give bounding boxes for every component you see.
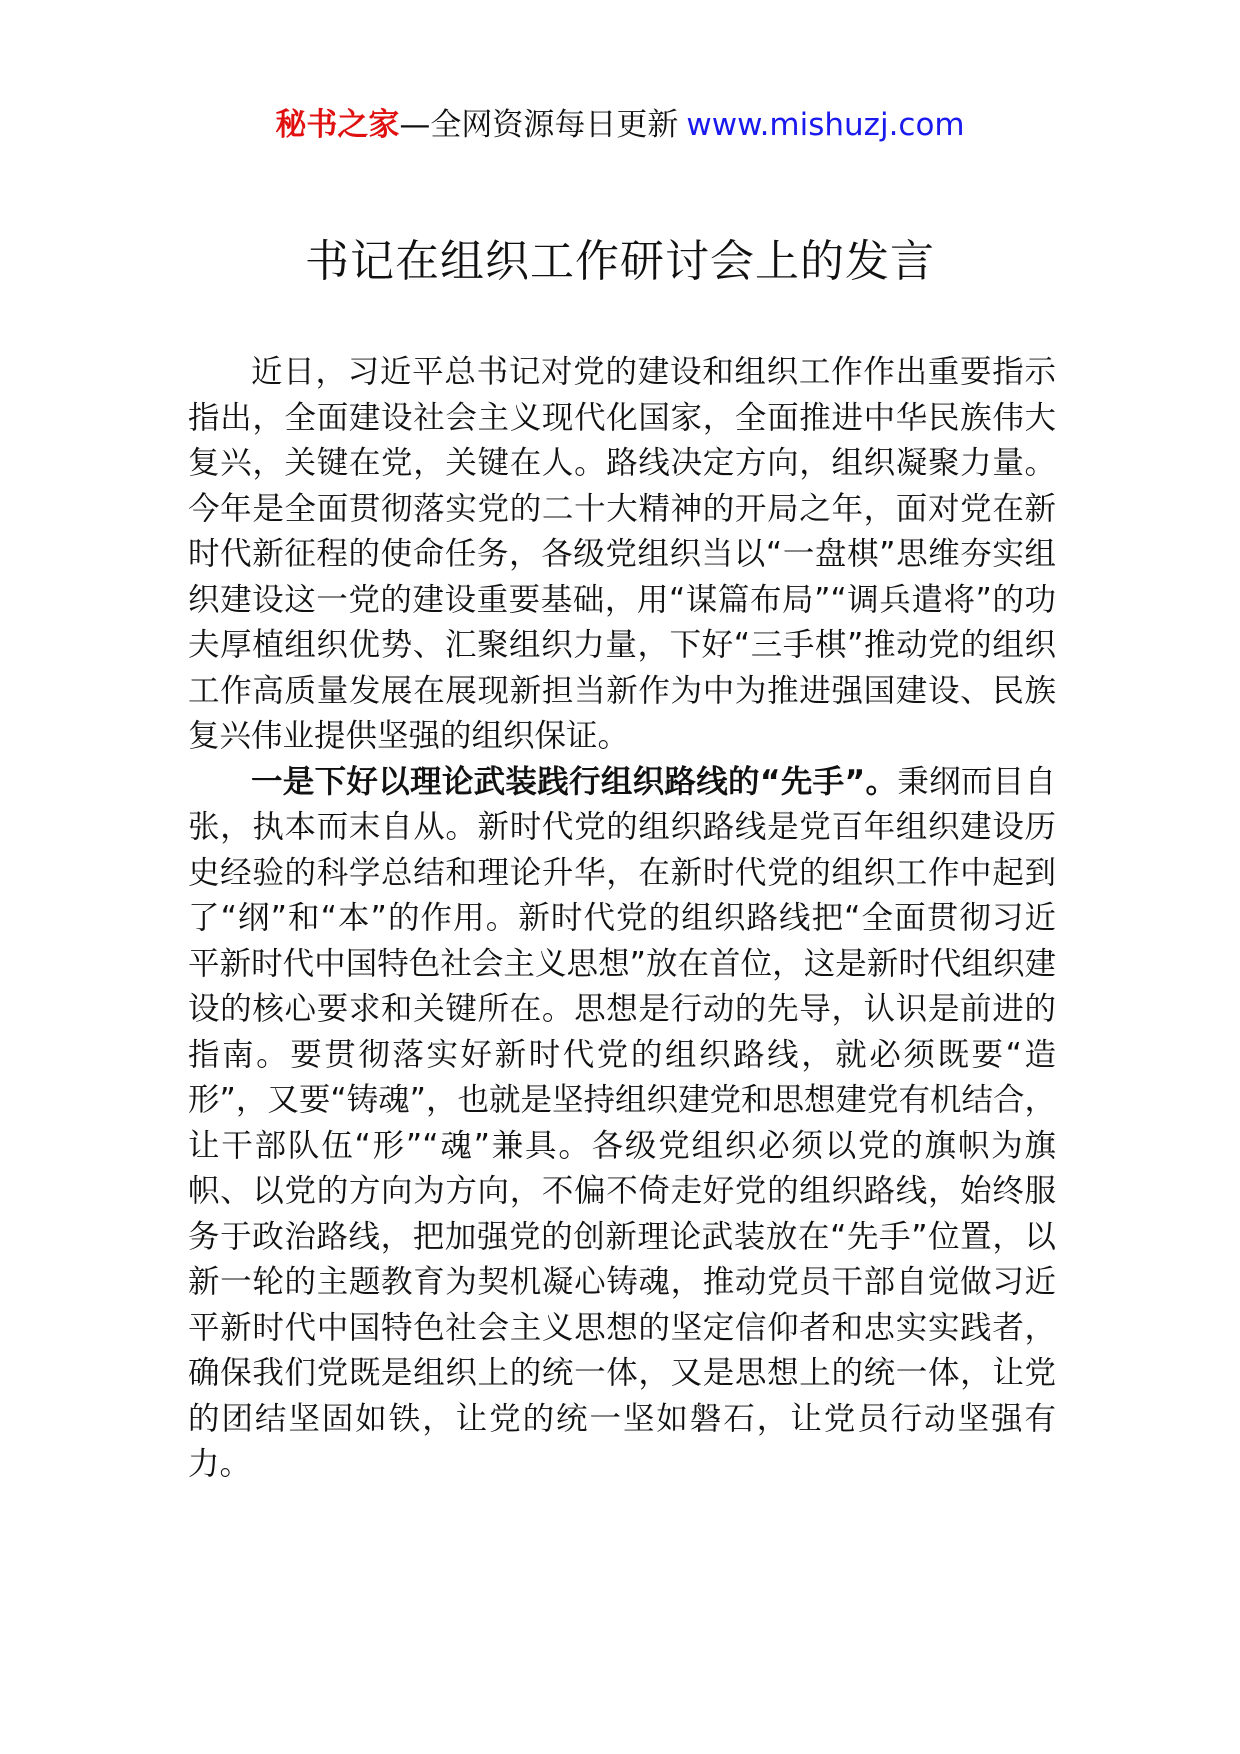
paragraph-intro (188, 350, 1056, 760)
header-slogan: —全网资源每日更新 (399, 107, 679, 143)
website-url: www.mishuzj.com (686, 107, 965, 143)
paragraph-lead: 一是下好以理论武装践行组织路线的“先手”。 (251, 763, 898, 800)
paragraph-point-one (188, 760, 1056, 1488)
paragraph-text: 秉纲而目自张，执本而末自从。新时代党的组织路线是党百年组织建设历史经验的科学总结和理论升华，在新时代党的组织工作中起到了“纲”和“本”的作用。新时代党的组织路线把“全面贯彻习近平新时代中国特色社会主义思想”放在首位，这是新时代组织建设的核心要求和关键所在。思想是行动的先导，认识是前进的指南。要贯彻落实好新时代党的组织路线，就必须既要“造形”，又要“铸魂”，也就是坚持组织建党和思想建党有机结合，让干部队伍“形”“魂”兼具。各级党组织必须以党的旗帜为旗帜、以党的方向为方向，不偏不倚走好党的组织路线，始终服务于政治路线，把加强党的创新理论武装放在“先手”位置，以新一轮的主题教育为契机凝心铸魂，推动党员干部自觉做习近平新时代中国特色社会主义思想的坚定信仰者和忠实实践者，确保我们党既是组织上的统一体，又是思想上的统一体，让党的团结坚固如铁，让党的统一坚如磐石，让党员行动坚强有力。 (188, 763, 1056, 1482)
paragraph-text: 近日，习近平总书记对党的建设和组织工作作出重要指示指出，全面建设社会主义现代化国家，全面推进中华民族伟大复兴，关键在党，关键在人。路线决定方向，组织凝聚力量。今年是全面贯彻落实党的二十大精神的开局之年，面对党在新时代新征程的使命任务，各级党组织当以“一盘棋”思维夯实组织建设这一党的建设重要基础，用“谋篇布局”“调兵遣将”的功夫厚植组织优势、汇聚组织力量，下好“三手棋”推动党的组织工作高质量发展在展现新担当新作为中为推进强国建设、民族复兴伟业提供坚强的组织保证。 (188, 354, 1056, 754)
document-title: 书记在组织工作研讨会上的发言 (305, 236, 935, 287)
page-header (0, 100, 1240, 150)
document-body (188, 350, 1056, 1488)
brand-name: 秘书之家 (275, 107, 400, 143)
